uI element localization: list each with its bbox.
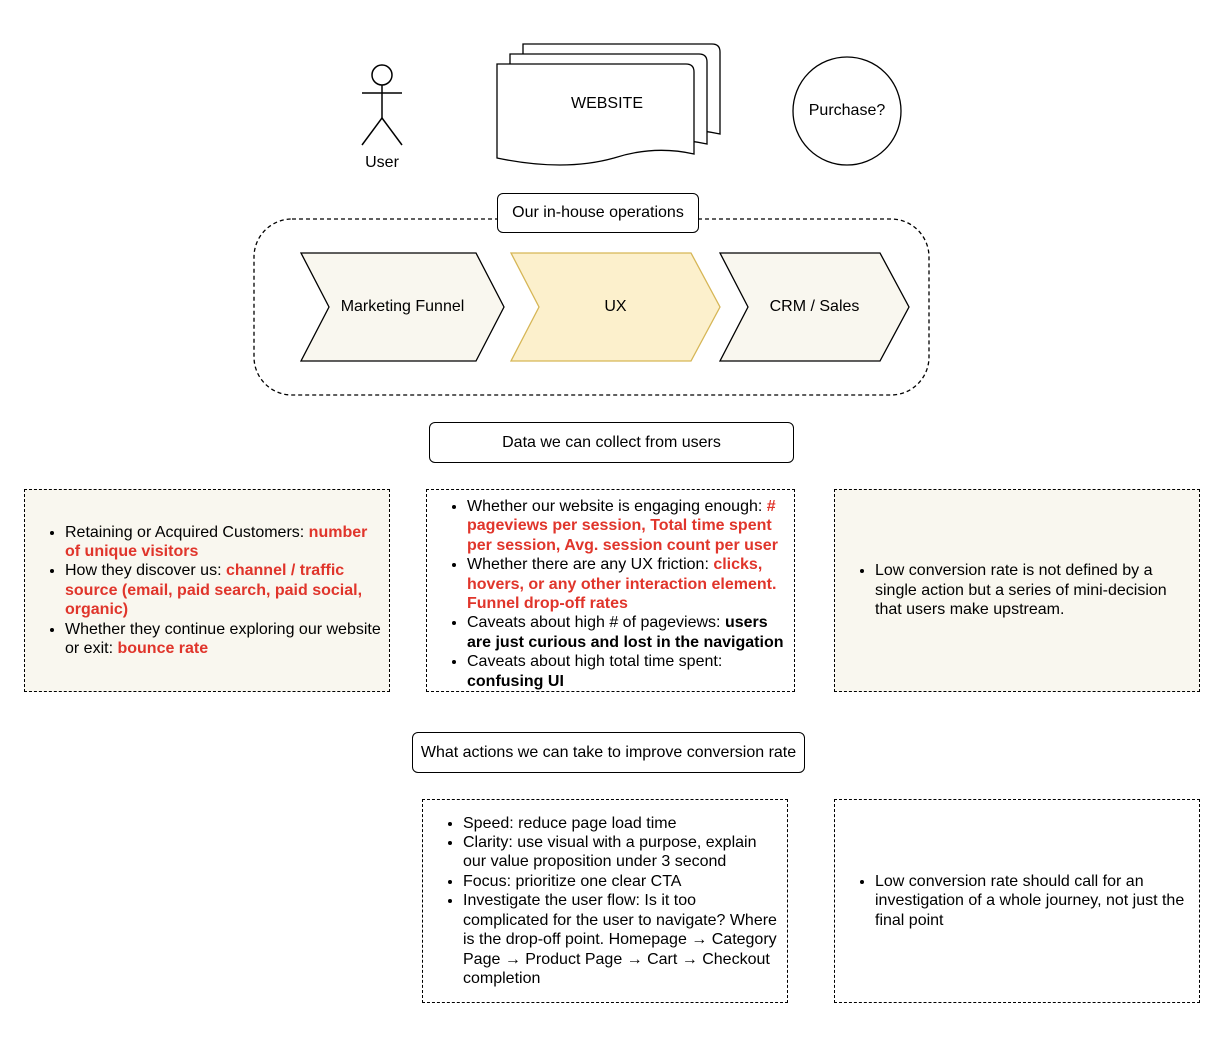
acquisition-data-panel — [24, 489, 390, 692]
conversion-insight-list — [835, 561, 1199, 619]
user-label: User — [365, 154, 399, 171]
list-item: • Low conversion rate is not defined by a single action but a series of mini-decision that users make upstream. — [875, 561, 1191, 619]
data-collect-title: Data we can collect from users — [429, 422, 794, 463]
list-item: • Speed: reduce page load time — [463, 814, 779, 833]
actions-title: What actions we can take to improve conversion rate — [412, 732, 805, 773]
list-item: • Investigate the user flow: Is it too complicated for the user to navigate? Where is the drop-off point. Homepage → Category Page → Product Page → Cart → Checkout completion — [463, 891, 779, 988]
journey-insight-panel — [834, 799, 1200, 1003]
list-item: • Caveats about high total time spent: confusing UI — [467, 652, 786, 691]
list-item: • Caveats about high # of pageviews: users are just curious and lost in the navigation — [467, 613, 786, 652]
list-item: • Focus: prioritize one clear CTA — [463, 872, 779, 891]
list-item: • Whether they continue exploring our website or exit: bounce rate — [65, 620, 381, 659]
list-item: • Whether our website is engaging enough: # pageviews per session, Total time spent per session, Avg. session count per user — [467, 497, 786, 555]
website-label: WEBSITE — [570, 95, 643, 112]
step-ux: UX — [604, 298, 627, 315]
purchase-label: Purchase? — [808, 102, 886, 119]
step-crm-sales: CRM / Sales — [769, 298, 860, 315]
list-item: • Whether there are any UX friction: clicks, hovers, or any other interaction element. Funnel drop-off rates — [467, 555, 786, 613]
actions-list — [423, 814, 787, 989]
list-item: • Clarity: use visual with a purpose, explain our value proposition under 3 second — [463, 833, 779, 872]
journey-insight-list — [835, 872, 1199, 930]
acquisition-data-list — [25, 523, 389, 659]
ux-data-panel — [426, 489, 795, 692]
step-marketing-funnel: Marketing Funnel — [340, 298, 465, 315]
ux-data-list — [427, 497, 794, 691]
list-item: • How they discover us: channel / traffic source (email, paid search, paid social, organic) — [65, 561, 381, 619]
list-item: • Low conversion rate should call for an investigation of a whole journey, not just the final point — [875, 872, 1191, 930]
user-actor-icon — [362, 65, 402, 145]
operations-title: Our in-house operations — [497, 193, 699, 233]
list-item: • Retaining or Acquired Customers: number of unique visitors — [65, 523, 381, 562]
actions-panel — [422, 799, 788, 1003]
conversion-insight-panel — [834, 489, 1200, 692]
